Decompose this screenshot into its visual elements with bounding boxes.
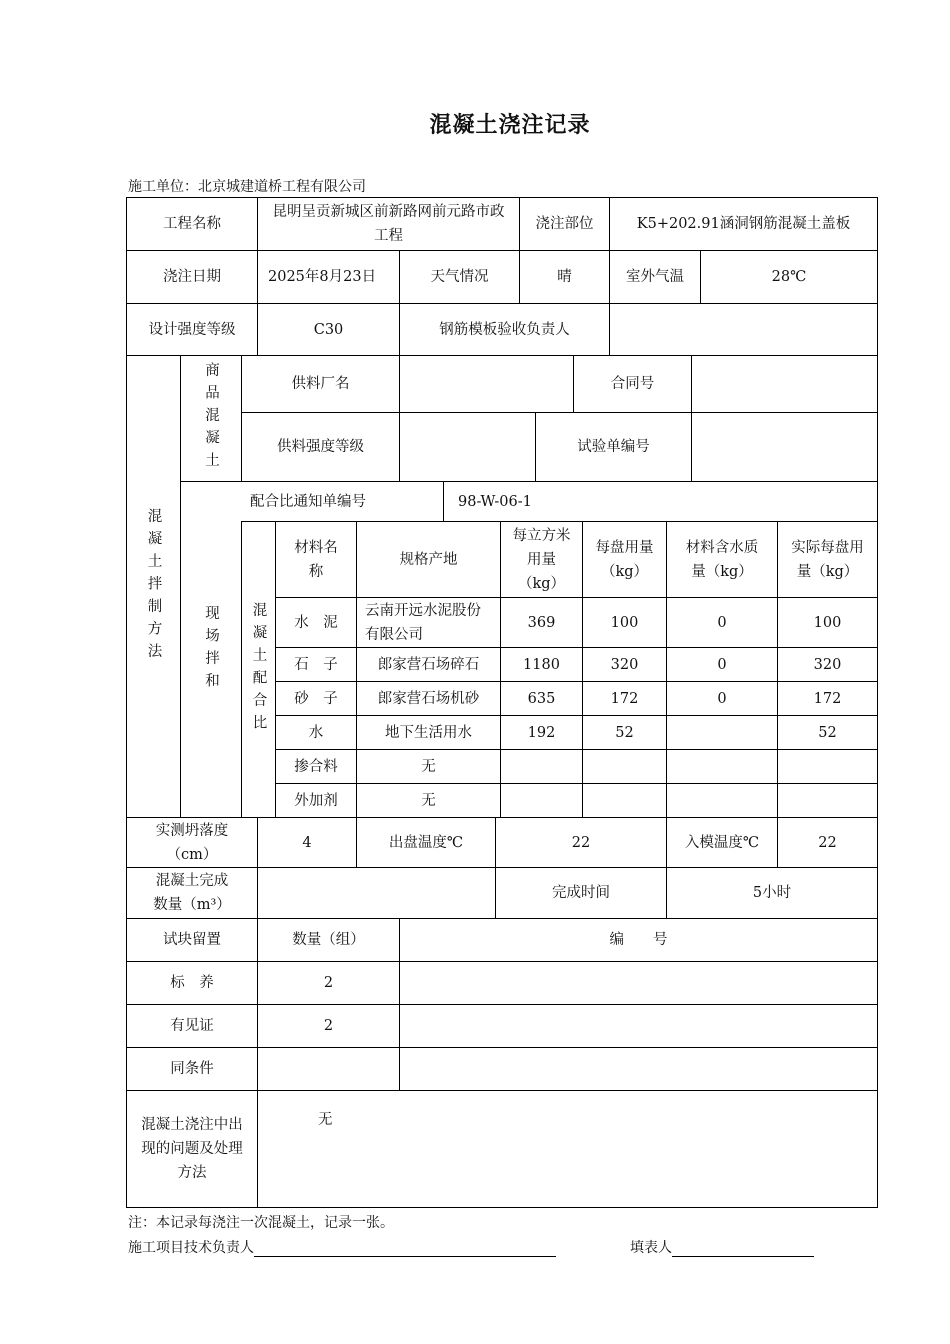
- value-finish-time: 5小时: [752, 885, 792, 901]
- value-pour-date: 2025年8月23日: [268, 269, 377, 285]
- value-supplier: [400, 356, 573, 412]
- label-pour-location: 浇注部位: [535, 216, 594, 232]
- label-finish-time: 完成时间: [552, 885, 610, 901]
- value-mix-notice-no: 98-W-06-1: [458, 493, 532, 510]
- mix-header-per-batch: 每盘用量（kg）: [595, 539, 654, 580]
- label-volume: 混凝土完成数量（m³）: [153, 873, 231, 913]
- label-slump: 实测坍落度（cm）: [155, 822, 229, 863]
- value-standard-cure-qty: 2: [323, 975, 334, 991]
- label-supply-strength: 供料强度等级: [277, 439, 364, 455]
- value-outdoor-temp: 28℃: [771, 269, 807, 285]
- label-specimen: 试块留置: [163, 932, 221, 948]
- label-problems: 混凝土浇注中出现的问题及处理方法: [141, 1117, 243, 1181]
- footer-note: 注：本记录每浇注一次混凝土，记录一张。: [128, 1215, 394, 1231]
- value-weather: 晴: [557, 269, 572, 285]
- mix-header-spec: 规格产地: [399, 551, 458, 568]
- label-mold-temp: 入模温度℃: [684, 834, 760, 851]
- label-outdoor-temp: 室外气温: [626, 269, 684, 285]
- label-supplier: 供料厂名: [291, 376, 350, 392]
- label-project-name: 工程名称: [163, 216, 221, 232]
- value-volume: [258, 868, 495, 918]
- label-rebar-inspector: 钢筋模板验收负责人: [439, 321, 570, 338]
- label-mix-ratio: 混凝土配合比: [250, 602, 267, 737]
- label-number: 编 号: [609, 932, 668, 948]
- mix-header-moisture: 材料含水质量（kg）: [685, 539, 759, 580]
- value-design-strength: C30: [313, 321, 344, 338]
- label-commercial: 商品混凝土: [203, 362, 219, 475]
- value-problems: 无: [318, 1112, 333, 1128]
- value-mold-temp: 22: [818, 834, 837, 851]
- label-out-temp: 出盘温度℃: [388, 834, 464, 851]
- construction-unit: 施工单位：北京城建道桥工程有限公司: [128, 179, 366, 195]
- label-test-no: 试验单编号: [577, 439, 650, 455]
- label-pour-date: 浇注日期: [163, 269, 221, 285]
- value-rebar-inspector: [610, 304, 877, 355]
- label-quantity: 数量（组）: [292, 932, 365, 948]
- mix-header-per-m3: 每立方米用量（kg）: [512, 527, 571, 592]
- mix-header-material: 材料名称: [294, 539, 338, 580]
- value-pour-location: K5+202.91涵洞钢筋混凝土盖板: [636, 216, 851, 232]
- label-weather: 天气情况: [430, 269, 489, 285]
- value-project-name: 昆明呈贡新城区前新路网前元路市政工程: [272, 204, 505, 244]
- value-out-temp: 22: [571, 834, 591, 851]
- mix-header-actual: 实际每盘用量（kg）: [791, 539, 864, 580]
- label-contract-no: 合同号: [610, 376, 655, 392]
- label-standard-cure: 标 养: [170, 975, 214, 991]
- label-onsite: 现场拌和: [203, 604, 219, 695]
- footer-tech-lead: 施工项目技术负责人: [128, 1237, 556, 1257]
- label-same-cond: 同条件: [170, 1061, 214, 1077]
- value-slump: 4: [302, 834, 312, 851]
- label-design-strength: 设计强度等级: [148, 321, 236, 338]
- label-mixing-method: 混凝土拌制方法: [145, 507, 162, 666]
- label-mix-notice-no: 配合比通知单编号: [250, 493, 366, 510]
- label-witness: 有见证: [170, 1018, 214, 1034]
- footer-filler: 填表人: [630, 1237, 814, 1257]
- page-title: 混凝土浇注记录: [429, 113, 591, 138]
- value-witness-qty: 2: [323, 1018, 334, 1034]
